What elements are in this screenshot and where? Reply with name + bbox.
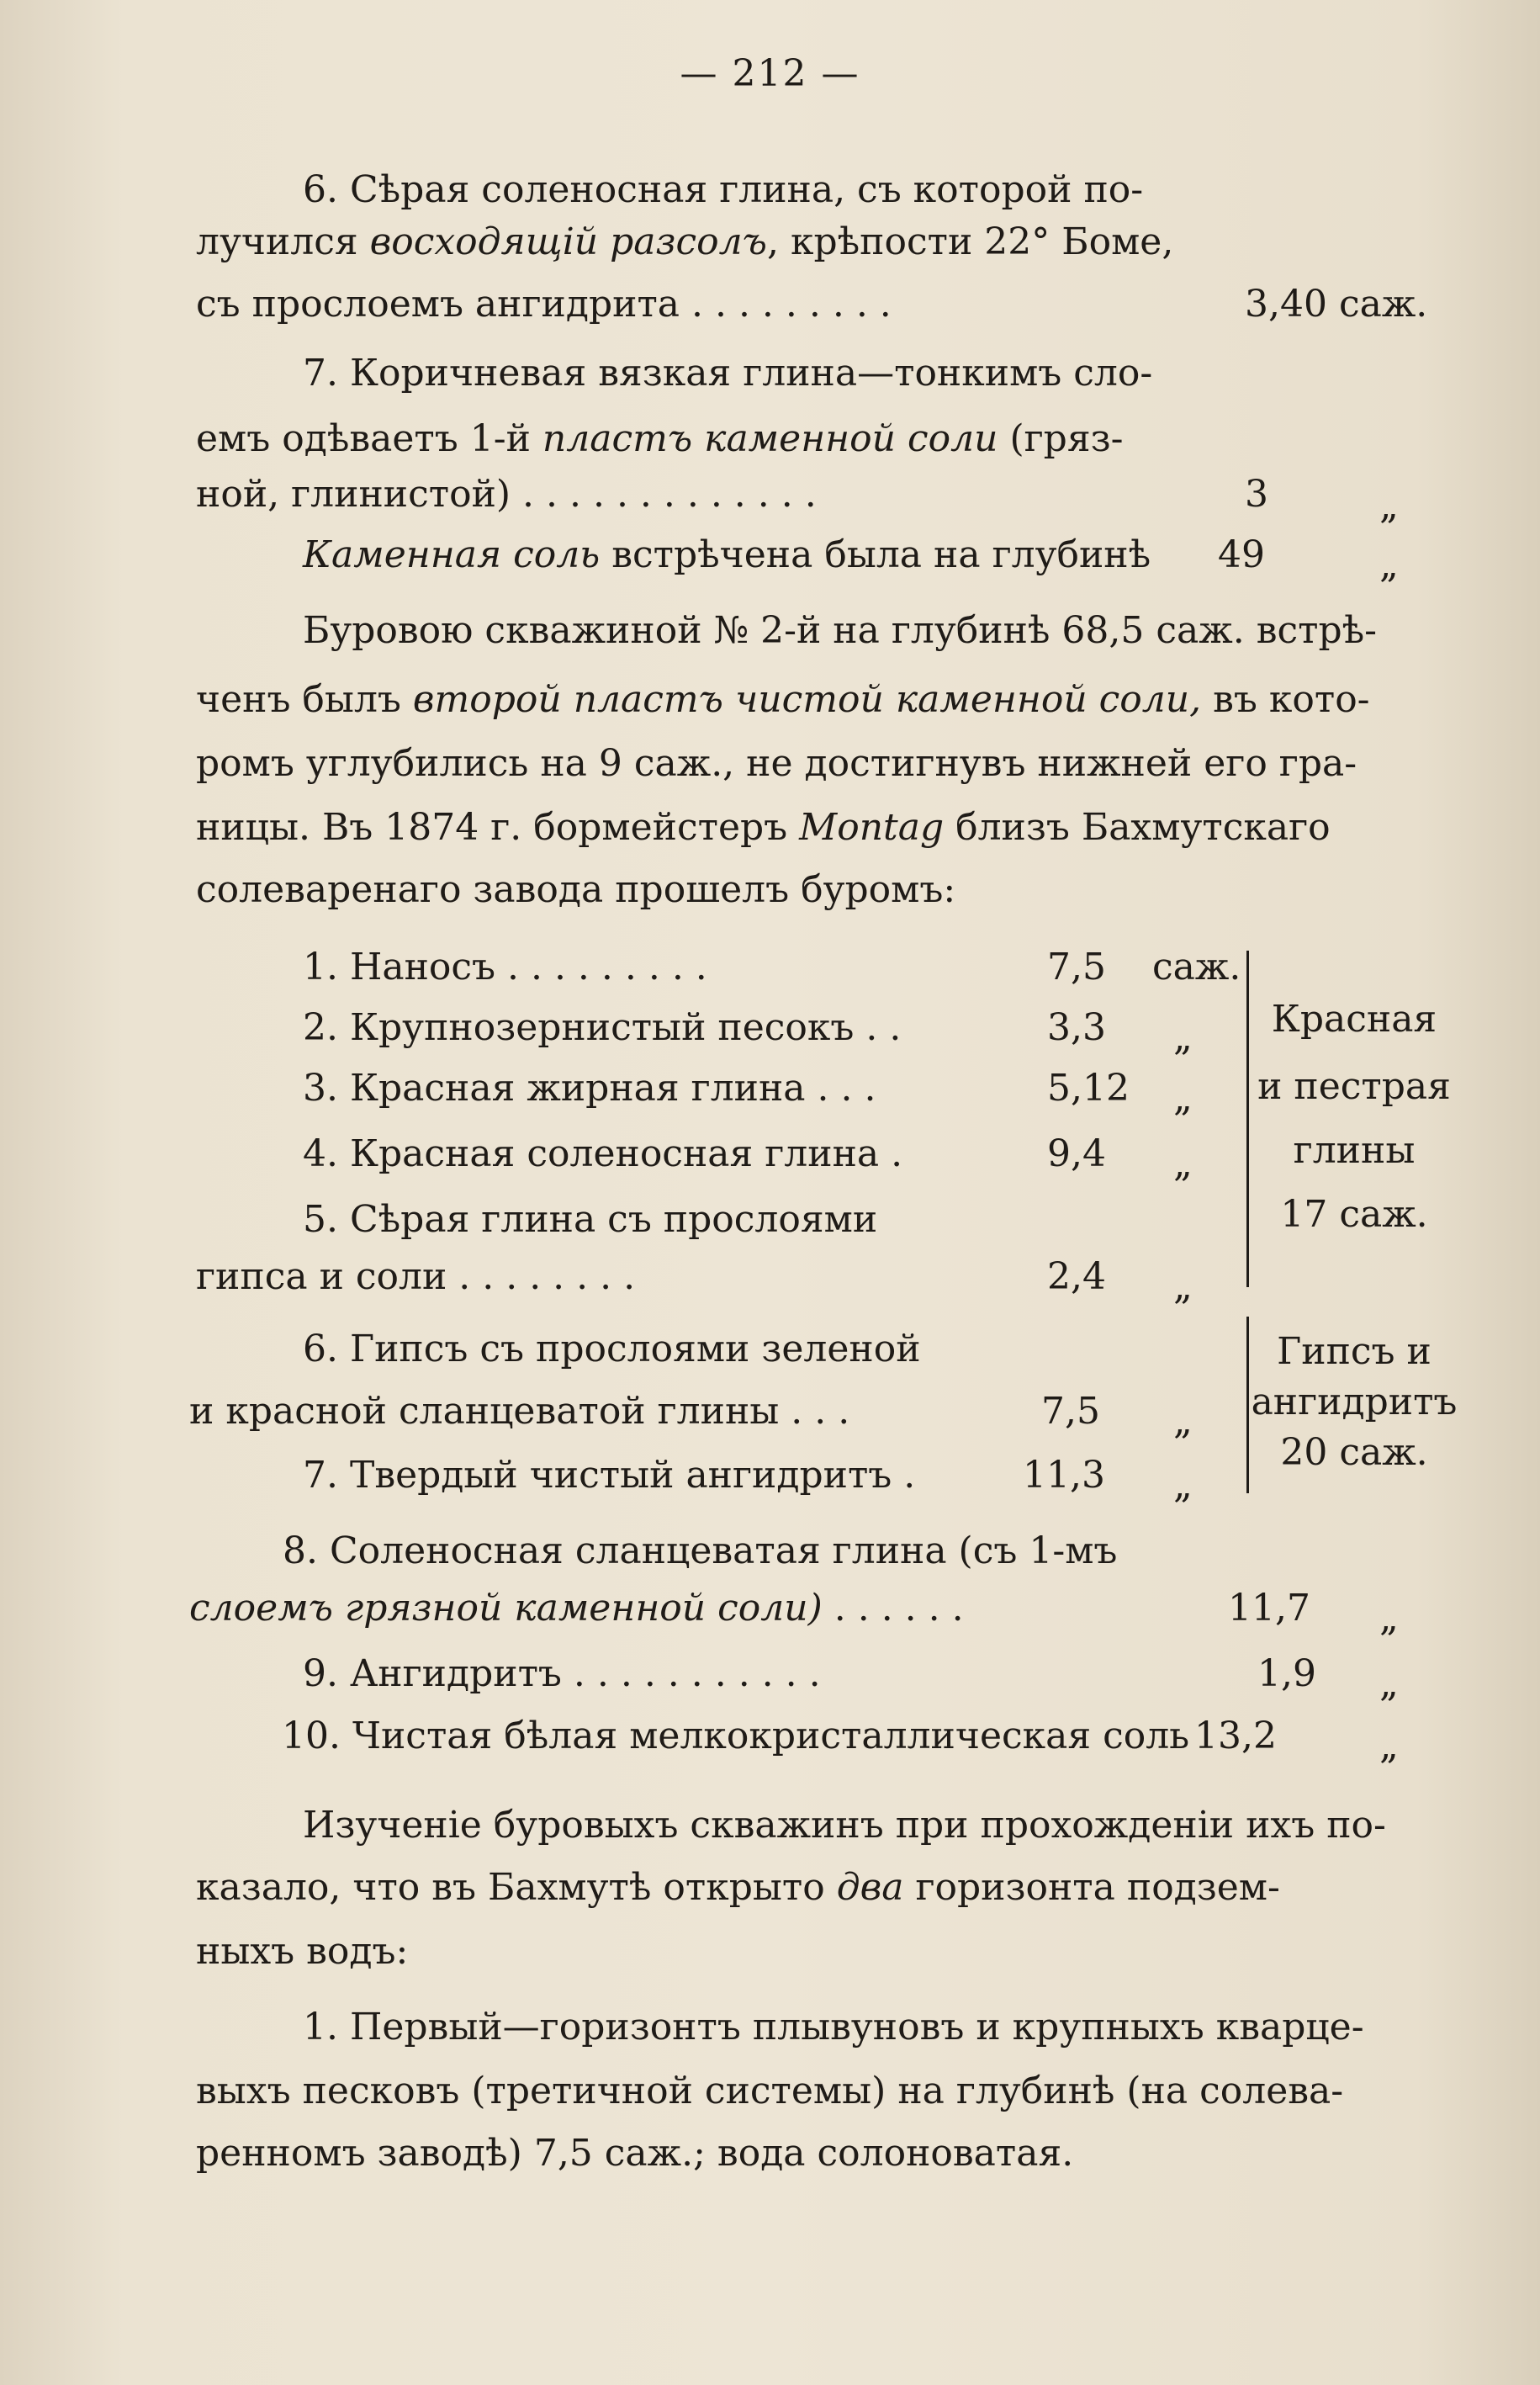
table-row-unit: „ [1379,1662,1399,1705]
table-row-label: 3. Красная жирная глина . . . [303,1067,876,1110]
table-row-label: 9. Ангидритъ . . . . . . . . . . . [303,1652,821,1695]
text-line: выхъ песковъ (третичной системы) на глубинѣ (на солева- [196,2070,1344,2112]
brace-label: 17 саж. [1280,1193,1428,1236]
text-line: Каменная соль встрѣчена была на глубинѣ [303,533,1151,576]
text-line: съ прослоемъ ангидрита . . . . . . . . . [196,283,892,326]
table-row-value: 7,5 [1047,946,1106,988]
table-row-value: 5,12 [1047,1067,1130,1110]
table-row-value: 1,9 [1257,1652,1316,1695]
depth-value: 3,40 саж. [1245,283,1428,326]
depth-value: 3 [1245,473,1268,516]
text-line: 1. Первый—горизонтъ плывуновъ и крупныхъ кварце- [303,2006,1364,2048]
table-row-label: слоемъ грязной каменной соли) . . . . . . [189,1587,964,1630]
text-line: казало, что въ Бахмутѣ открыто два горизонта подзем- [196,1866,1280,1909]
depth-value: 49 [1218,533,1265,576]
text-line: 6. Сѣрая соленосная глина, съ которой по- [303,168,1144,211]
table-row-label: 6. Гипсъ съ прослоями зеленой [303,1328,921,1370]
text-line: ромъ углубились на 9 саж., не достигнувъ нижней его гра- [196,742,1357,785]
brace-label: 20 саж. [1280,1431,1428,1474]
brace-line [1246,951,1249,1287]
text-line: Изученіе буровыхъ скважинъ при прохожденіи ихъ по- [303,1804,1386,1847]
table-row-unit: „ [1379,1597,1399,1640]
brace-label: ангидритъ [1251,1381,1458,1423]
text-line: ницы. Въ 1874 г. бормейстеръ Montag близъ Бахмутскаго [196,806,1331,849]
table-row-label: 8. Соленосная сланцеватая глина (съ 1-мъ [283,1529,1118,1572]
table-row-value: 11,3 [1023,1454,1105,1497]
table-row-value: 13,2 [1194,1715,1277,1757]
table-row-label: 5. Сѣрая глина съ прослоями [303,1198,878,1241]
table-row-value: 9,4 [1047,1132,1106,1175]
brace-label: и пестрая [1257,1065,1451,1108]
table-row-label: 7. Твердый чистый ангидритъ . [303,1454,916,1497]
table-row-value: 2,4 [1047,1255,1106,1298]
table-row-value: 7,5 [1041,1390,1100,1433]
table-row-value: 3,3 [1047,1006,1106,1049]
text-line: солеваренаго завода прошелъ буромъ: [196,868,956,911]
text-line: ныхъ водъ: [196,1930,409,1973]
table-row-unit: „ [1379,1725,1399,1768]
table-row-label: 10. Чистая бѣлая мелкокристаллическая соль [282,1715,1190,1757]
table-row-unit: „ [1173,1464,1193,1507]
text-line: Буровою скважиной № 2-й на глубинѣ 68,5 саж. встрѣ- [303,609,1378,652]
table-row-value: 11,7 [1228,1587,1310,1630]
ditto-mark: „ [1379,543,1399,586]
page-number: — 212 — [680,52,860,95]
text-line: лучился восходящій разсолъ, крѣпости 22° Боме, [196,220,1174,263]
text-line: ченъ былъ второй пластъ чистой каменной соли, въ кото- [196,678,1370,721]
text-line: ренномъ заводѣ) 7,5 саж.; вода солоноватая. [196,2132,1074,2175]
brace-label: глины [1293,1129,1416,1172]
table-row-label: 4. Красная соленосная глина . [303,1132,903,1175]
table-row-unit: „ [1173,1142,1193,1185]
text-line: емъ одѣваетъ 1-й пластъ каменной соли (гряз- [196,417,1124,460]
table-row-label: 1. Наносъ . . . . . . . . . [303,946,707,988]
brace-label: Гипсъ и [1277,1330,1432,1373]
table-row-label: гипса и соли . . . . . . . . [196,1255,636,1298]
table-row-unit: „ [1173,1265,1193,1308]
table-row-label: и красной сланцеватой глины . . . [189,1390,850,1433]
table-row-unit: саж. [1152,946,1241,988]
table-row-label: 2. Крупнозернистый песокъ . . [303,1006,902,1049]
brace-label: Красная [1271,998,1437,1041]
ditto-mark: „ [1379,485,1399,527]
table-row-unit: „ [1173,1016,1193,1059]
text-line: ной, глинистой) . . . . . . . . . . . . . [196,473,817,516]
text-line: 7. Коричневая вязкая глина—тонкимъ сло- [303,352,1153,395]
table-row-unit: „ [1173,1077,1193,1120]
table-row-unit: „ [1173,1400,1193,1443]
